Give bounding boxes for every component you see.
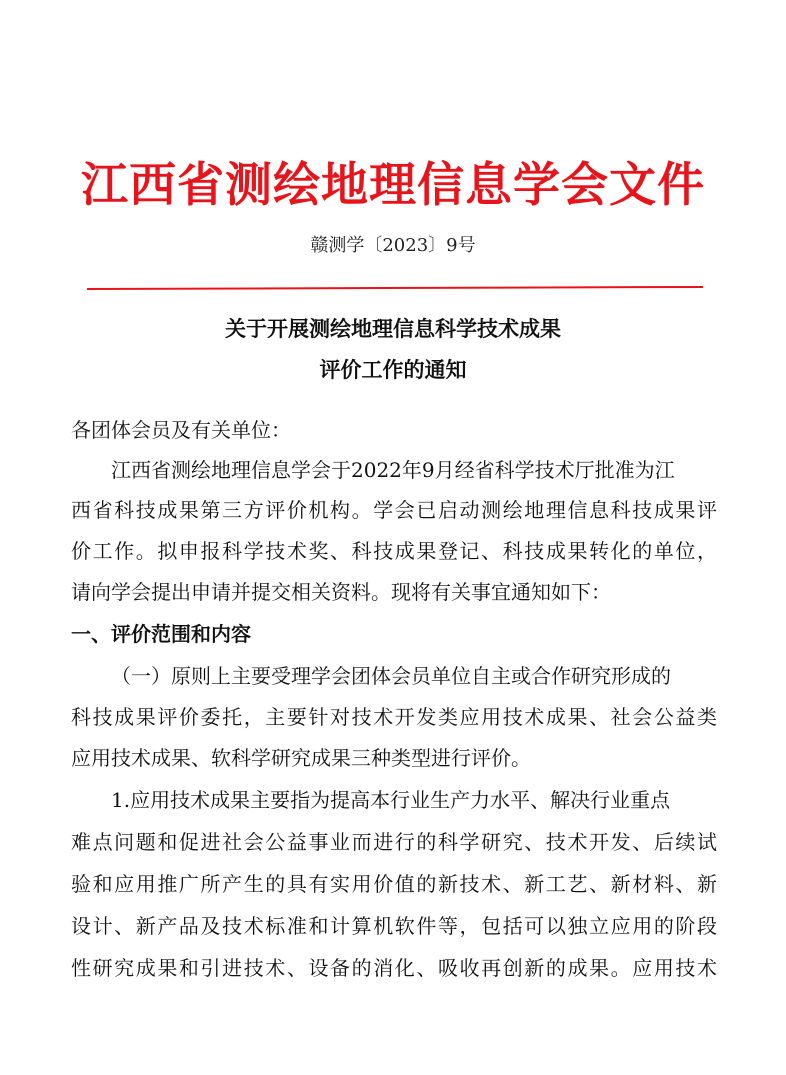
para2-line-2: 难点问题和促进社会公益事业而进行的科学研究、技术开发、后续试 <box>71 830 717 854</box>
para1-line-3: 应用技术成果、软科学研究成果三种类型进行评价。 <box>71 746 531 770</box>
para1-line-2: 科技成果评价委托，主要针对技术开发类应用技术成果、社会公益类 <box>71 705 717 729</box>
intro-line-4: 请向学会提出申请并提交相关资料。现将有关事宜通知如下： <box>71 580 611 604</box>
para1-line-1: （一）原则上主要受理学会团体会员单位自主或合作研究形成的 <box>111 664 671 688</box>
intro-line-2: 西省科技成果第三方评价机构。学会已启动测绘地理信息科技成果评 <box>71 498 717 522</box>
document-number: 赣测学〔2023〕9号 <box>310 235 476 256</box>
para2-line-3: 验和应用推广所产生的具有实用价值的新技术、新工艺、新材料、新 <box>71 872 717 896</box>
salutation: 各团体会员及有关单位： <box>71 418 291 442</box>
para2-line-4: 设计、新产品及技术标准和计算机软件等，包括可以独立应用的阶段 <box>71 914 717 938</box>
intro-line-1: 江西省测绘地理信息学会于2022年9月经省科学技术厅批准为江 <box>111 458 675 482</box>
para2-line-1: 1.应用技术成果主要指为提高本行业生产力水平、解决行业重点 <box>111 788 671 812</box>
intro-line-3: 价工作。拟申报科学技术奖、科技成果登记、科技成果转化的单位， <box>71 539 717 563</box>
notice-title-line-1: 关于开展测绘地理信息科学技术成果 <box>225 316 561 341</box>
org-document-header: 江西省测绘地理信息学会文件 <box>81 158 705 213</box>
notice-title-line-2: 评价工作的通知 <box>319 357 467 382</box>
para2-line-5: 性研究成果和引进技术、设备的消化、吸收再创新的成果。应用技术 <box>71 956 717 980</box>
red-divider-line <box>87 286 703 290</box>
section-heading-scope: 一、评价范围和内容 <box>71 622 251 646</box>
